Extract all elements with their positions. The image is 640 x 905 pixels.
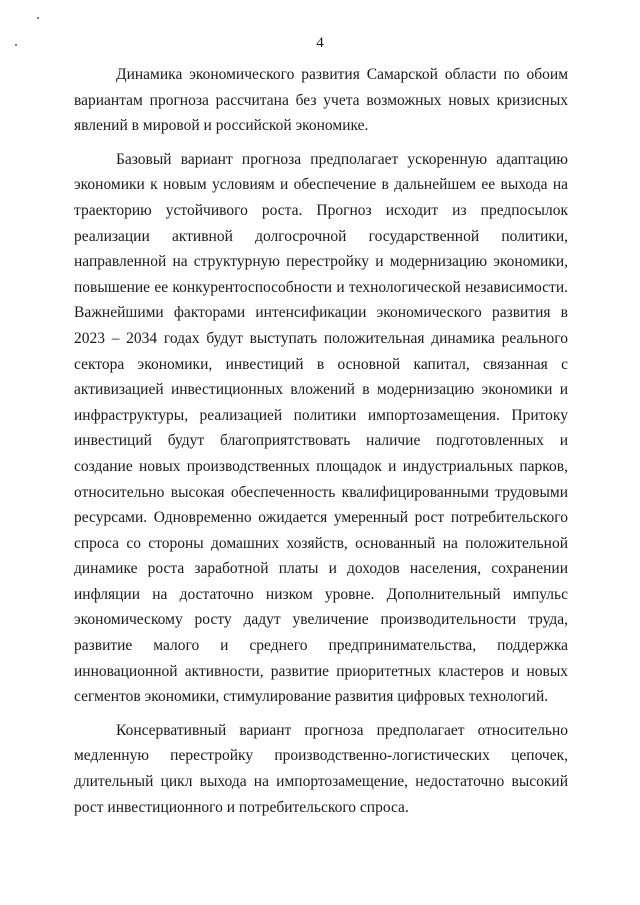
paragraph-base-scenario: Базовый вариант прогноза предполагает ускоренную адаптацию экономики к новым условиям и обеспечение в дальнейшем ее выхода на траекторию устойчивого роста. Прогноз исходит из предпосылок реализации активной долгосрочной государственной политики, направленной на структурную перестройку и модернизацию экономики, повышение ее конкурентоспособности и технологической независимости. Важнейшими факторами интенсификации экономического развития в 2023 – 2034 годах будут выступать положительная динамика реального сектора экономики, инвестиций в основной капитал, связанная с активизацией инвестиционных вложений в модернизацию экономики и инфраструктуры, реализацией политики импортозамещения. Притоку инвестиций будут благоприятствовать наличие подготовленных и создание новых производственных площадок и индустриальных парков, относительно высокая обеспеченность квалифицированными трудовыми ресурсами. Одновременно ожидается умеренный рост потребительского спроса со стороны домашних хозяйств, основанный на положительной динамике роста заработной платы и доходов населения, сохранении инфляции на достаточно низком уровне. Дополнительный импульс экономическому росту дадут увеличение производительности труда, развитие малого и среднего предпринимательства, поддержка инновационной активности, развитие приоритетных кластеров и новых сегментов экономики, стимулирование развития цифровых технологий. [74,150,568,706]
paragraph-conservative-scenario: Консервативный вариант прогноза предполагает относительно медленную перестройку производственно-логистических цепочек, длительный цикл выхода на импортозамещение, недостаточно высокий рост инвестиционного и потребительского спроса. [74,721,568,816]
body-text [74,62,568,828]
paragraph-forecast-scope: Динамика экономического развития Самарской области по обоим вариантам прогноза рассчитана без учета возможных новых кризисных явлений в мировой и российской экономике. [74,66,568,135]
scan-speck [37,17,39,19]
page-number: 4 [316,35,324,51]
